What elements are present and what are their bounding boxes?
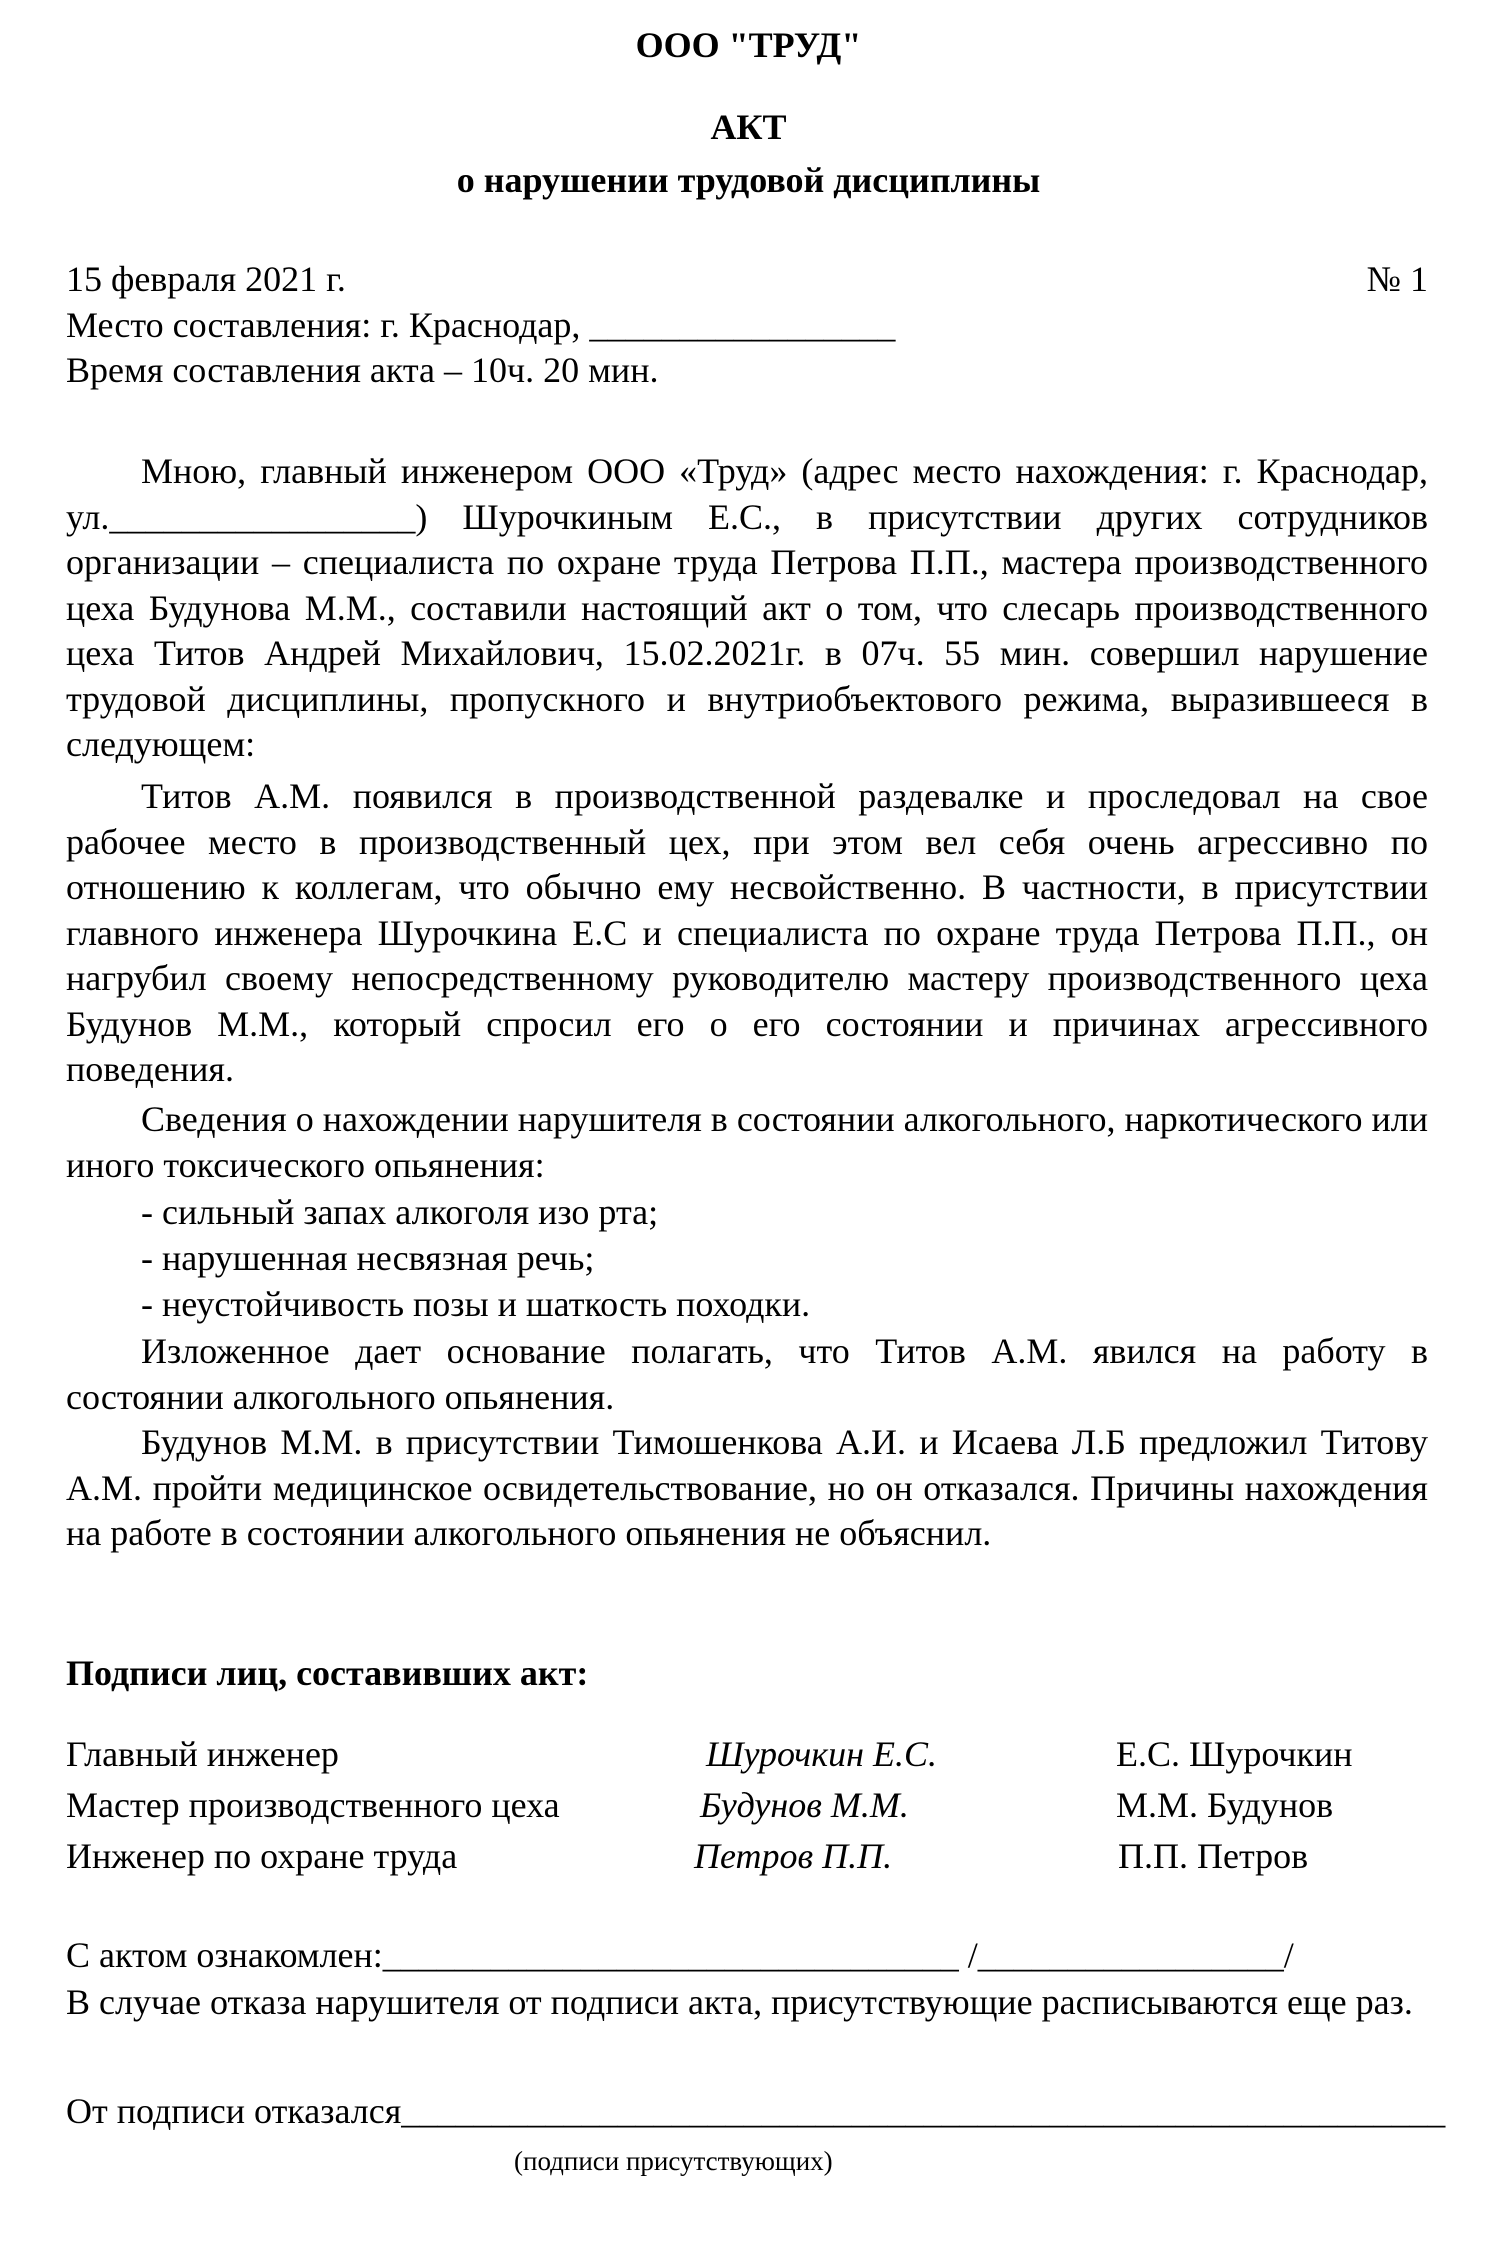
paragraph-5: Будунов М.М. в присутствии Тимошенкова А.И. и Исаева Л.Б предложил Титову А.М. пройти медицинское освидетельствование, но он отказался. Причины нахождения на работе в состоянии алкогольного опьянения не объяснил.: [66, 1422, 1428, 1553]
document-date: 15 февраля 2021 г.: [66, 259, 346, 299]
handwritten-signature: Петров П.П.: [694, 1836, 893, 1876]
document-title: АКТ: [710, 107, 787, 147]
time-of-drafting: Время составления акта – 10ч. 20 мин.: [66, 350, 659, 390]
list-item: - неустойчивость позы и шаткость походки.: [141, 1284, 811, 1324]
handwritten-signature: Шурочкин Е.С.: [706, 1734, 937, 1774]
refusal-line: От подписи отказался__________________________________________________________: [66, 2091, 1446, 2131]
handwritten-signature: Будунов М.М.: [700, 1785, 909, 1825]
document-subtitle: о нарушении трудовой дисциплины: [456, 160, 1041, 200]
signer-position: Главный инженер: [66, 1734, 339, 1774]
paragraph-2: Титов А.М. появился в производственной раздевалке и проследовал на свое рабочее место в производственный цех, при этом вел себя очень агрессивно по отношению к коллегам, что обычно ему несвойственно. В частности, в присутствии главного инженера Шурочкина Е.С и специалиста по охране труда Петрова П.П., он нагрубил своему непосредственному руководителю мастеру производственного цеха Будунов М.М., который спросил его о его состоянии и причинах агрессивного поведения.: [66, 776, 1428, 1089]
list-item: - сильный запах алкоголя изо рта;: [141, 1192, 659, 1232]
acquaintance-line: С актом ознакомлен:________________________________ /_________________/: [66, 1935, 1294, 1975]
list-item: - нарушенная несвязная речь;: [141, 1238, 595, 1278]
signer-name: П.П. Петров: [1118, 1836, 1309, 1876]
signer-position: Инженер по охране труда: [66, 1836, 458, 1876]
signer-position: Мастер производственного цеха: [66, 1785, 560, 1825]
paragraph-3: Сведения о нахождении нарушителя в состоянии алкогольного, наркотического или иного токсического опьянения:: [66, 1099, 1428, 1185]
signer-name: Е.С. Шурочкин: [1116, 1734, 1353, 1774]
signature-caption: (подписи присутствующих): [514, 2146, 833, 2176]
signer-name: М.М. Будунов: [1116, 1785, 1334, 1825]
paragraph-1: Мною, главный инженером ООО «Труд» (адрес место нахождения: г. Краснодар, ул._________________) Шурочкиным Е.С., в присутствии других сотрудников организации – специалиста по охране труда Петрова П.П., мастера производственного цеха Будунова М.М., составили настоящий акт о том, что слесарь производственного цеха Титов Андрей Михайлович, 15.02.2021г. в 07ч. 55 мин. совершил нарушение трудовой дисциплины, пропускного и внутриобъектового режима, выразившееся в следующем:: [66, 451, 1428, 764]
place-of-drafting: Место составления: г. Краснодар, _________________: [66, 305, 896, 345]
refusal-note: В случае отказа нарушителя от подписи акта, присутствующие расписываются еще раз.: [66, 1982, 1413, 2022]
document-number: № 1: [1366, 259, 1428, 299]
signatures-heading: Подписи лиц, составивших акт:: [66, 1653, 589, 1693]
company-name: ООО "ТРУД": [635, 25, 862, 65]
paragraph-4: Изложенное дает основание полагать, что Титов А.М. явился на работу в состоянии алкогольного опьянения.: [66, 1331, 1428, 1417]
